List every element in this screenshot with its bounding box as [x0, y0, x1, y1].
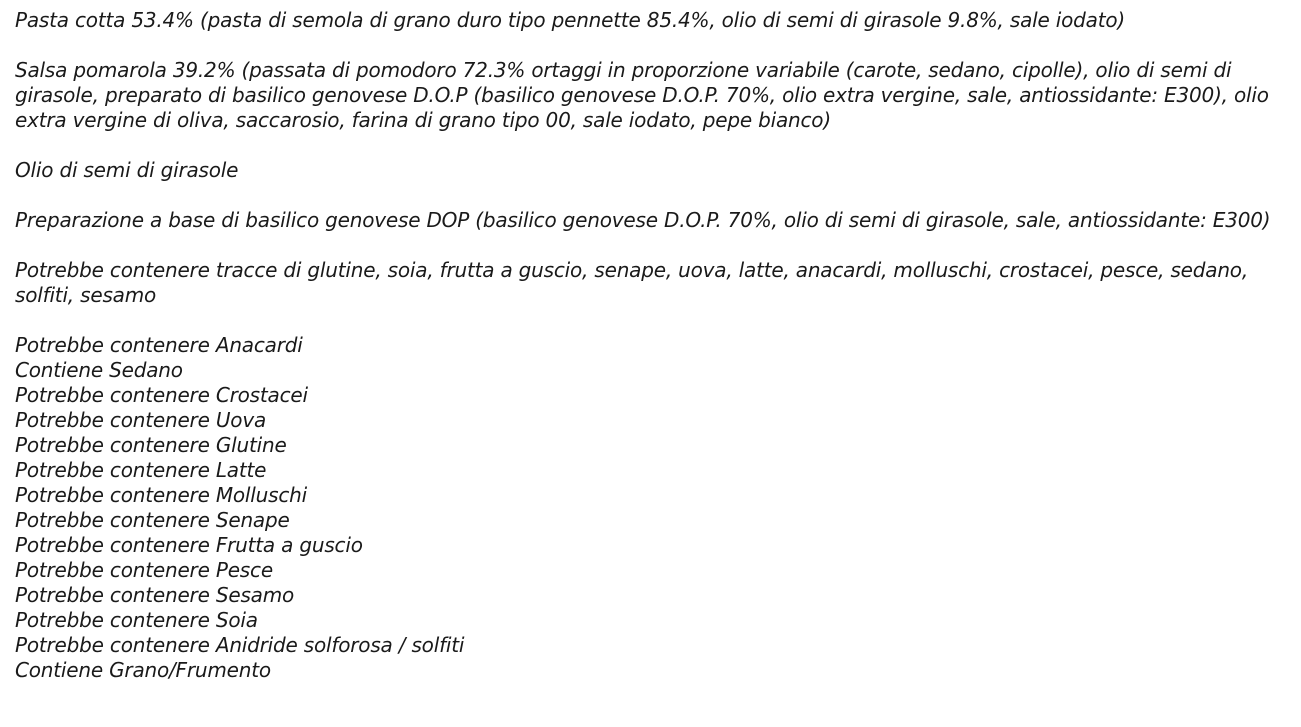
allergen-item: Potrebbe contenere Anacardi	[15, 333, 303, 357]
allergen-item: Potrebbe contenere Molluschi	[15, 483, 307, 507]
allergen-item: Contiene Grano/Frumento	[15, 658, 271, 682]
ingredient-paragraph-basilico: Preparazione a base di basilico genovese DOP (basilico genovese D.O.P. 70%, olio di semi di girasole, sale, antiossidante: E300)	[15, 208, 1271, 232]
allergen-item: Potrebbe contenere Crostacei	[15, 383, 308, 407]
allergen-item: Potrebbe contenere Soia	[15, 608, 258, 632]
allergen-item: Potrebbe contenere Latte	[15, 458, 267, 482]
allergen-item: Potrebbe contenere Frutta a guscio	[15, 533, 363, 557]
ingredient-paragraph-olio: Olio di semi di girasole	[15, 158, 239, 182]
allergen-item: Potrebbe contenere Pesce	[15, 558, 273, 582]
ingredient-paragraph-salsa: Salsa pomarola 39.2% (passata di pomodoro 72.3% ortaggi in proporzione variabile (carote, sedano, cipolle), olio di semi di girasole, preparato di basilico genovese D.O.P (basilico genovese D.O.P. 70%, olio extra vergine, sale, antiossidante: E300), olio extra vergine di oliva, saccarosio, farina di grano tipo 00, sale iodato, pepe bianco)	[15, 58, 1269, 132]
ingredients-document	[15, 8, 1295, 683]
allergen-item: Potrebbe contenere Uova	[15, 408, 267, 432]
allergen-item: Potrebbe contenere Anidride solforosa / solfiti	[15, 633, 465, 657]
allergen-item: Potrebbe contenere Senape	[15, 508, 290, 532]
allergen-list	[15, 333, 1295, 683]
ingredient-paragraph-pasta: Pasta cotta 53.4% (pasta di semola di grano duro tipo pennette 85.4%, olio di semi di girasole 9.8%, sale iodato)	[15, 8, 1125, 32]
allergen-item: Contiene Sedano	[15, 358, 183, 382]
allergen-item: Potrebbe contenere Sesamo	[15, 583, 295, 607]
traces-warning: Potrebbe contenere tracce di glutine, soia, frutta a guscio, senape, uova, latte, anacardi, molluschi, crostacei, pesce, sedano, solfiti, sesamo	[15, 258, 1249, 307]
allergen-item: Potrebbe contenere Glutine	[15, 433, 287, 457]
